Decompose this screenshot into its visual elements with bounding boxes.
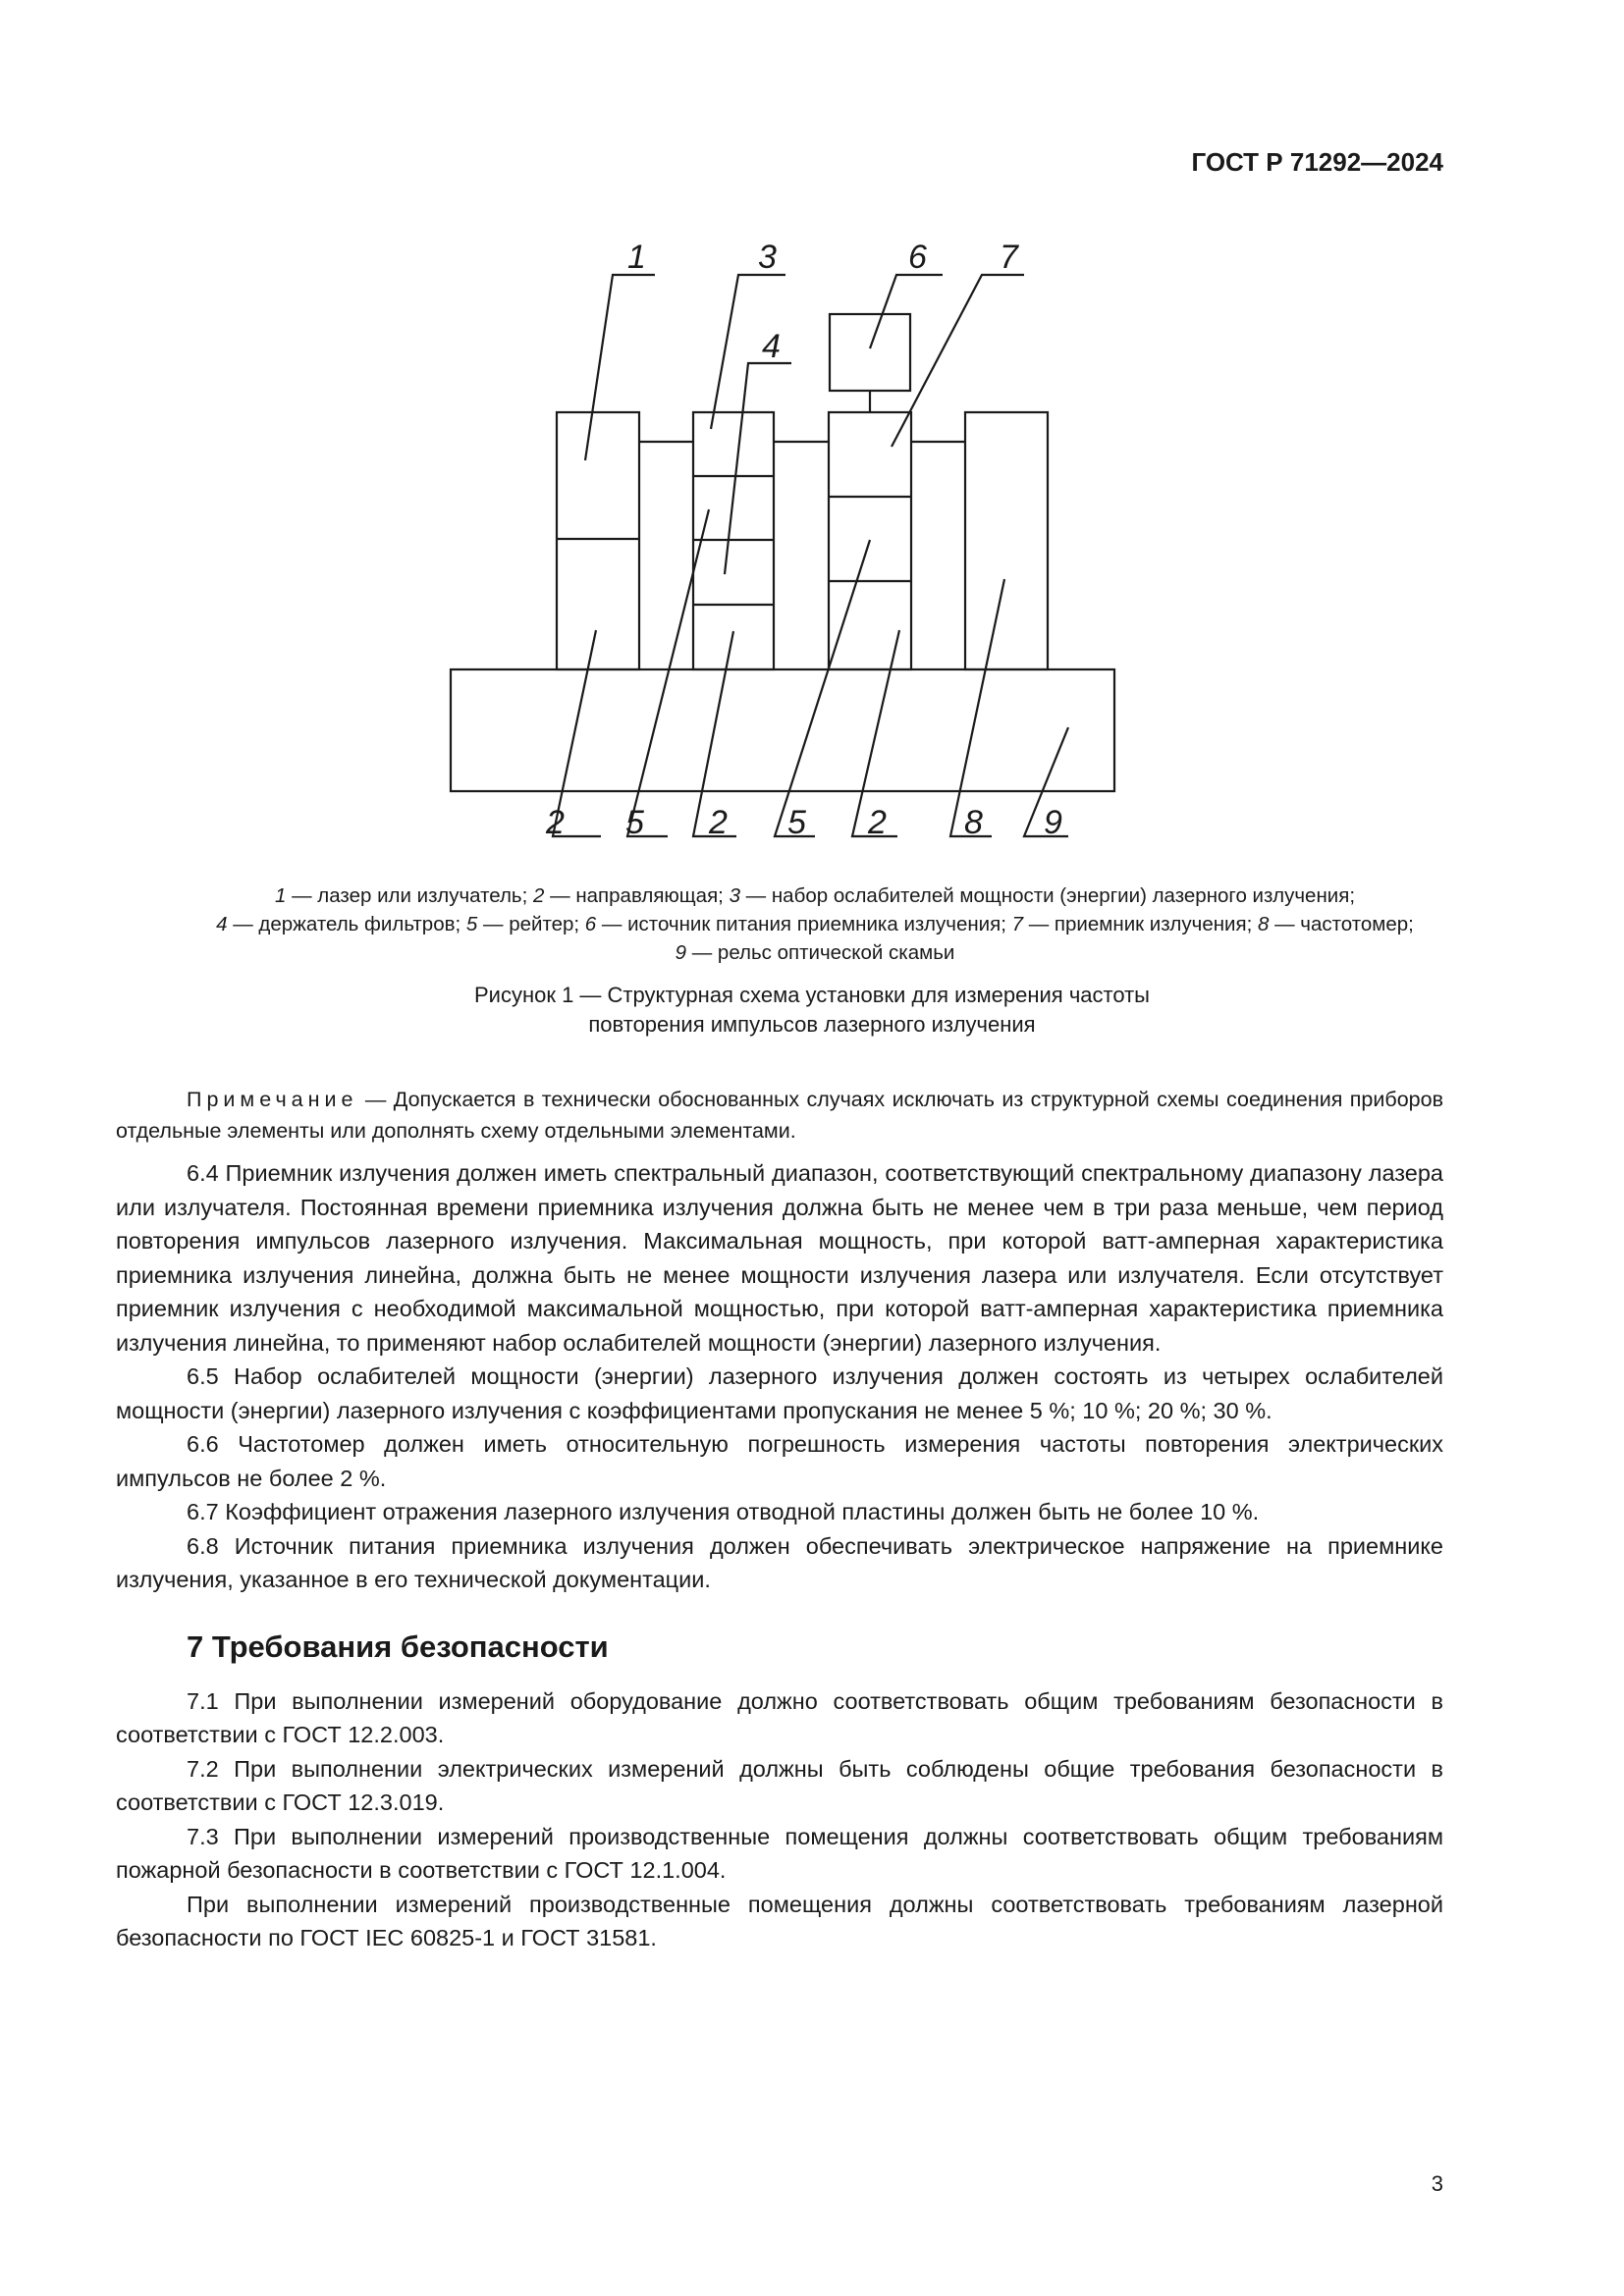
paragraph-6-8: 6.8 Источник питания приемника излучения должен обеспечивать электрическое напряжение на приемнике излучения, указанное в его технической документации.: [116, 1532, 1443, 1592]
label-8: 8: [964, 804, 983, 841]
paragraph-6-5: 6.5 Набор ослабителей мощности (энергии) лазерного излучения должен состоять из четырех ослабителей мощности (энергии) лазерного излучения с коэффициентами пропускания не менее 5 %; 10 %; 20 %; 30 %.: [116, 1363, 1443, 1423]
legend-line-1: 1 — лазер или излучатель; 2 — направляющая; 3 — набор ослабителей мощности (энергии) лазерного излучения;: [274, 884, 1356, 907]
legend-line-3: 9 — рельс оптической скамьи: [675, 941, 955, 964]
figure-legend: [98, 881, 1532, 967]
label-7: 7: [1000, 239, 1018, 276]
structural-scheme-diagram: [0, 0, 1624, 864]
label-3: 3: [758, 239, 777, 276]
label-2-receiver-guide: 2: [868, 804, 887, 841]
label-4: 4: [762, 328, 781, 365]
paragraph-6-6: 6.6 Частотомер должен иметь относительную погрешность измерения частоты повторения электрических импульсов не более 2 %.: [116, 1431, 1443, 1491]
label-5-rider-a: 5: [625, 804, 644, 841]
document-code: ГОСТ Р 71292—2024: [1191, 147, 1443, 177]
paragraph-6-4: 6.4 Приемник излучения должен иметь спектральный диапазон, соответствующий спектральному диапазону лазера или излучателя. Постоянная времени приемника излучения должна быть не менее чем в три раза меньше, чем период повторения импульсов лазерного излучения. Максимальная мощность, при которой ватт-амперная характеристика приемника излучения линейна, должна быть не менее мощности излучения лазера или излучателя. Если отсутствует приемник излучения с необходимой максимальной мощностью, при которой ватт-амперная характеристика приемника излучения линейна, то применяют набор ослабителей мощности (энергии) лазерного излучения.: [116, 1160, 1443, 1356]
paragraph-7-2: 7.2 При выполнении электрических измерений должны быть соблюдены общие требования безопасности в соответствии с ГОСТ 12.3.019.: [116, 1755, 1443, 1815]
optical-bench-rail: [451, 669, 1114, 791]
section-7-heading: 7 Требования безопасности: [187, 1629, 609, 1664]
figure-caption: Рисунок 1 — Структурная схема установки для измерения частоты повторения импульсов лазерного излучения: [473, 983, 1150, 1037]
note-paragraph: Примечание — Допускается в технически обоснованных случаях исключать из структурной схемы соединения приборов отдельные элементы или дополнять схему отдельными элементами.: [116, 1088, 1443, 1143]
label-9: 9: [1044, 804, 1062, 841]
frequency-meter-column: [965, 412, 1048, 669]
main-text: [116, 1084, 1443, 1955]
label-5-rider-b: 5: [787, 804, 806, 841]
paragraph-6-7: 6.7 Коэффициент отражения лазерного излучения отводной пластины должен быть не более 10 %.: [187, 1499, 1260, 1524]
paragraph-7-3-continued: При выполнении измерений производственные помещения должны соответствовать требованиям лазерной безопасности по ГОСТ IEC 60825-1 и ГОСТ 31581.: [116, 1891, 1443, 1950]
label-6: 6: [908, 239, 927, 276]
label-2-attenuator-guide: 2: [709, 804, 728, 841]
legend-line-2: 4 — держатель фильтров; 5 — рейтер; 6 — источник питания приемника излучения; 7 — приемник излучения; 8 — частотомер;: [216, 913, 1414, 935]
page-number: 3: [1431, 2171, 1443, 2196]
label-1: 1: [627, 239, 646, 276]
power-source-box: [830, 314, 910, 391]
label-2-laser-guide: 2: [546, 804, 565, 841]
paragraph-7-1: 7.1 При выполнении измерений оборудование должно соответствовать общим требованиям безопасности в соответствии с ГОСТ 12.2.003.: [116, 1687, 1443, 1747]
paragraph-7-3: 7.3 При выполнении измерений производственные помещения должны соответствовать общим требованиям пожарной безопасности в соответствии с ГОСТ 12.1.004.: [116, 1823, 1443, 1883]
laser-column: [557, 412, 639, 669]
